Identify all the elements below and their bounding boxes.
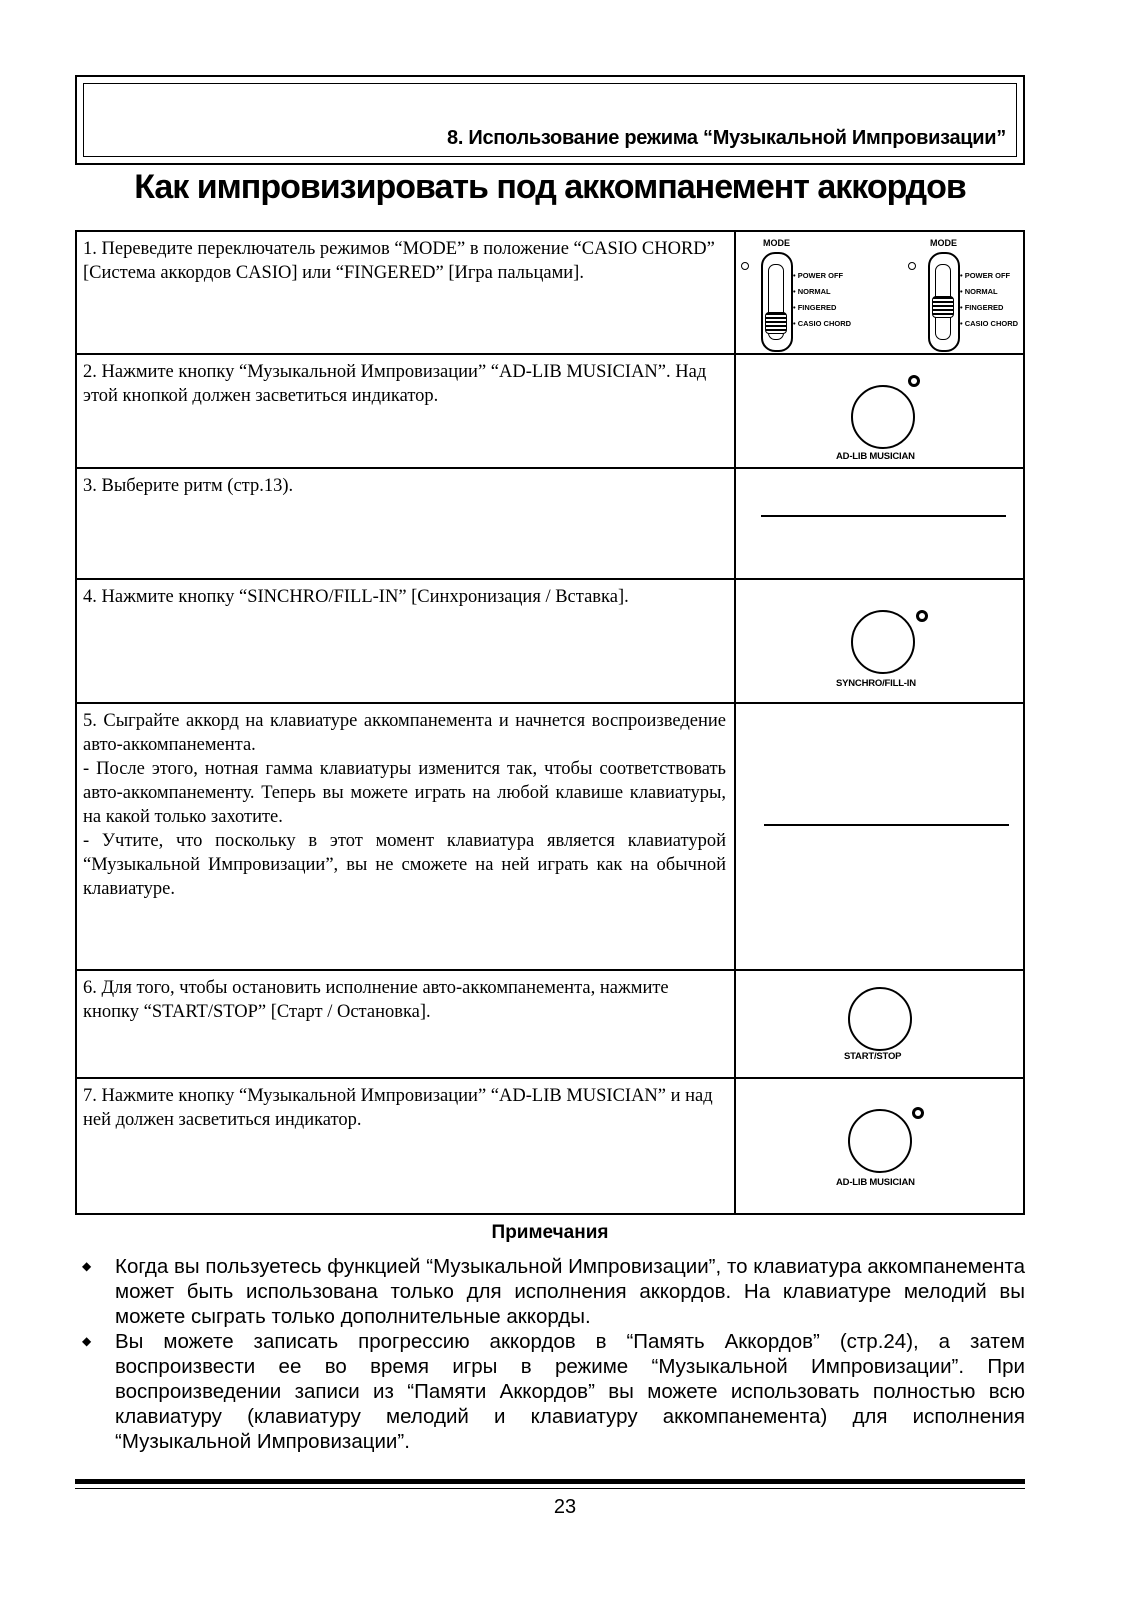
footer-rule (75, 1479, 1025, 1484)
step-text: 1. Переведите переключатель режимов “MODE” в положение “CASIO CHORD” [Система аккордов CASIO] или “FINGERED” [Игра пальцами]. (76, 231, 735, 354)
step-text: 6. Для того, чтобы остановить исполнение авто-аккомпанемента, нажмите кнопку “START/STOP” [Старт / Остановка]. (76, 970, 735, 1078)
note-item (80, 1254, 1025, 1329)
mode-option: • POWER OFF (793, 268, 851, 284)
synchro-button-icon (851, 610, 915, 674)
step-row (76, 468, 1024, 579)
slider-knob (765, 312, 787, 334)
startstop-button-figure (735, 970, 1024, 1078)
mode-option: • CASIO CHORD (960, 316, 1018, 332)
mode-switch-figure (735, 231, 1024, 354)
mode-option: • CASIO CHORD (793, 316, 851, 332)
diamond-bullet-icon: ◆ (82, 1259, 92, 1273)
step-text-body: 5. Сыграйте аккорд на клавиатуре аккомпанемента и начнется воспроизведение авто-аккомпанемента. - После этого, нотная гамма клавиатуры изменится так, чтобы соответствовать авто-аккомпанементу. Теперь вы можете играть на любой клавише клавиатуры, на какой только захотите. - Учтите, что поскольку в этот момент клавиатура является клавиатурой “Музыкальной Импровизации”, вы не сможете на ней играть как на обычной клавиатуре. (83, 711, 726, 899)
adlib-button-figure (735, 354, 1024, 468)
notes-list (80, 1254, 1025, 1454)
step-row (76, 354, 1024, 468)
mode-label: MODE (763, 238, 790, 248)
play-chord-figure (735, 703, 1024, 970)
step-row (76, 1078, 1024, 1214)
mode-options (960, 268, 1018, 332)
step-row (76, 703, 1024, 970)
figure-line (761, 515, 1006, 517)
steps-table (75, 230, 1025, 1215)
note-text: Вы можете записать прогрессию аккордов в “Память Аккордов” (стр.24), а затем воспроизвести ее во время игры в режиме “Музыкальной Импровизации”. При воспроизведении записи из “Памяти Аккордов” вы можете использовать полностью всю клавиатуру (клавиатуру мелодий и клавиатуру аккомпанемента) для исполнения “Музыкальной Импровизации”. (115, 1330, 1025, 1453)
figure-line (764, 824, 1009, 826)
mode-dot-icon (908, 262, 916, 270)
page-number: 23 (553, 1496, 577, 1518)
step-row (76, 231, 1024, 354)
startstop-button-icon (848, 987, 912, 1051)
section-title: 8. Использование режима “Музыкальной Импровизации” (447, 127, 1006, 149)
rhythm-figure (735, 468, 1024, 579)
step-text: 3. Выберите ритм (стр.13). (76, 468, 735, 579)
mode-option: • FINGERED (960, 300, 1018, 316)
slider-knob (932, 296, 954, 318)
notes-title: Примечания (491, 1222, 609, 1243)
indicator-led-icon (916, 610, 928, 622)
step-text (76, 703, 735, 970)
mode-option: • FINGERED (793, 300, 851, 316)
adlib-button-icon (848, 1109, 912, 1173)
step-row (76, 970, 1024, 1078)
adlib-button-icon (851, 385, 915, 449)
step-text: 7. Нажмите кнопку “Музыкальной Импровизации” “AD-LIB MUSICIAN” и над ней должен засветиться индикатор. (76, 1078, 735, 1214)
mode-label: MODE (930, 238, 957, 248)
note-item (80, 1329, 1025, 1454)
mode-option: • NORMAL (793, 284, 851, 300)
startstop-label: START/STOP (844, 1051, 902, 1062)
note-text: Когда вы пользуетесь функцией “Музыкальной Импровизации”, то клавиатура аккомпанемента может быть использована только для исполнения аккордов. На клавиатуре мелодий вы можете сыграть только дополнительные аккорды. (115, 1255, 1025, 1328)
indicator-led-icon (912, 1107, 924, 1119)
adlib-button-figure (735, 1078, 1024, 1214)
step-text: 4. Нажмите кнопку “SINCHRO/FILL-IN” [Синхронизация / Вставка]. (76, 579, 735, 703)
mode-options (793, 268, 851, 332)
step-row (76, 579, 1024, 703)
mode-option: • NORMAL (960, 284, 1018, 300)
synchro-button-figure (735, 579, 1024, 703)
indicator-led-icon (908, 375, 920, 387)
header-inner-frame (83, 83, 1017, 157)
step-text: 2. Нажмите кнопку “Музыкальной Импровизации” “AD-LIB MUSICIAN”. Над этой кнопкой должен засветиться индикатор. (76, 354, 735, 468)
synchro-label: SYNCHRO/FILL-IN (836, 678, 916, 689)
mode-option: • POWER OFF (960, 268, 1018, 284)
mode-dot-icon (741, 262, 749, 270)
header-frame (75, 75, 1025, 165)
page-title: Как импровизировать под аккомпанемент аккордов (134, 168, 966, 206)
diamond-bullet-icon: ◆ (82, 1334, 92, 1348)
adlib-label: AD-LIB MUSICIAN (836, 451, 915, 462)
adlib-label: AD-LIB MUSICIAN (836, 1177, 915, 1188)
footer-rule-thin (75, 1488, 1025, 1489)
